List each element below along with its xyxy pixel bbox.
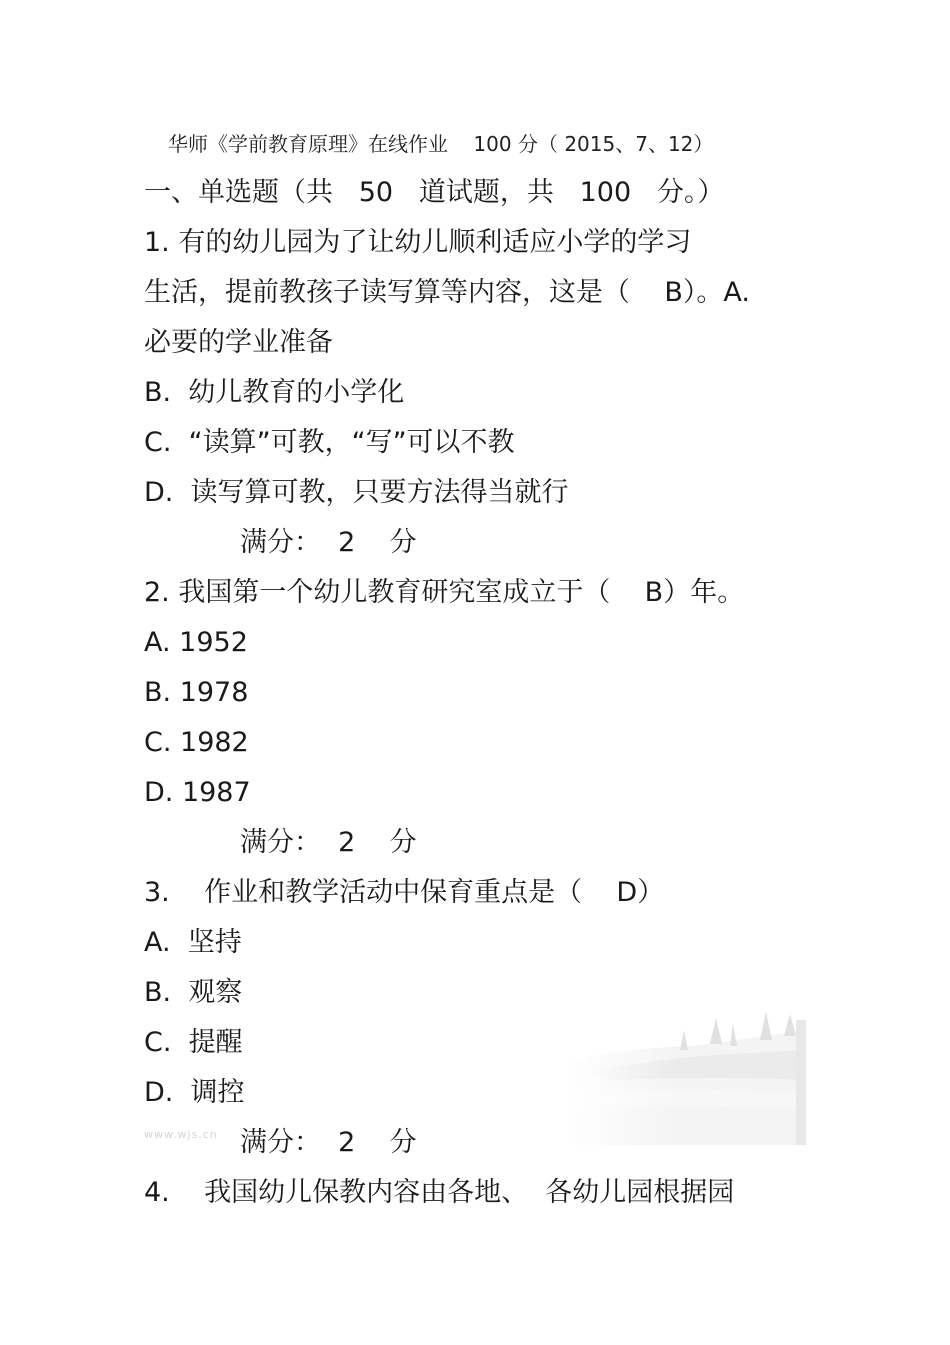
question-3-option-b: B. 观察	[144, 977, 243, 1008]
question-2-option-a: A. 1952	[144, 627, 248, 658]
question-1-option-c: C. “读算”可教，“写”可以不教	[144, 427, 515, 458]
question-2-score: 满分： 2 分	[240, 827, 417, 858]
question-3-option-c: C. 提醒	[144, 1027, 243, 1058]
section-heading: 一、单选题（共 50 道试题，共 100 分。）	[144, 177, 725, 208]
watermark-text: www.wjs.cn	[144, 1128, 218, 1141]
question-2-stem: 2. 我国第一个幼儿教育研究室成立于（ B）年。	[144, 577, 745, 608]
question-3-score: 满分： 2 分	[240, 1127, 417, 1158]
question-4-stem: 4. 我国幼儿保教内容由各地、 各幼儿园根据园	[144, 1177, 735, 1208]
question-1-line-2: 生活，提前教孩子读写算等内容，这是（ B）。A.	[144, 277, 750, 308]
question-1-score: 满分： 2 分	[240, 527, 417, 558]
question-1-line-1: 1. 有的幼儿园为了让幼儿顺利适应小学的学习	[144, 227, 692, 258]
question-1-option-b: B. 幼儿教育的小学化	[144, 377, 405, 408]
question-2-option-b: B. 1978	[144, 677, 249, 708]
document-title: 华师《学前教育原理》在线作业 100 分（ 2015、7、12）	[168, 132, 714, 156]
question-3-option-a: A. 坚持	[144, 927, 242, 958]
question-2-option-c: C. 1982	[144, 727, 249, 758]
question-1-option-d: D. 读写算可教，只要方法得当就行	[144, 477, 569, 508]
question-2-option-d: D. 1987	[144, 777, 251, 808]
question-1-option-a: 必要的学业准备	[144, 327, 333, 358]
landscape-watermark-image	[570, 1010, 806, 1145]
question-3-stem: 3. 作业和教学活动中保育重点是（ D）	[144, 877, 665, 908]
question-3-option-d: D. 调控	[144, 1077, 245, 1108]
